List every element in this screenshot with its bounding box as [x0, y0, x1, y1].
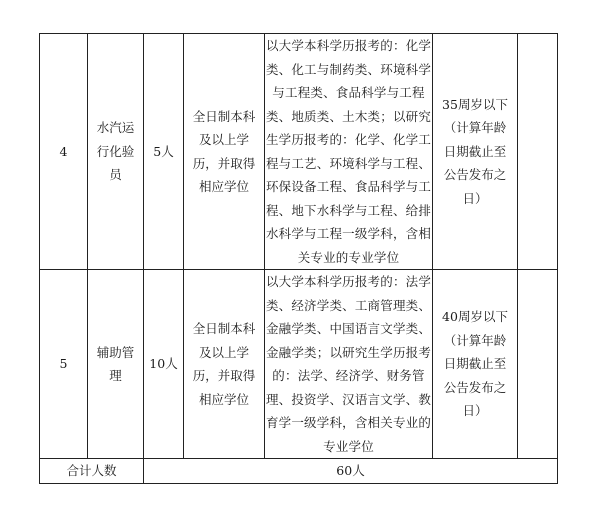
position-name: 水汽运 行化验 员 — [96, 120, 135, 183]
position-name: 辅助管 理 — [96, 344, 135, 383]
major-requirements: 以大学本科学历报考的：法学类、经济学类、工商管理类、金融学类、中国语言文学类、金融学类；以研究生学历报考的：法学、经济学、财务管理、投资学、汉语言文学、教育学一级学科，含相关专业的专业学位 — [265, 270, 433, 459]
age-requirement: 35周岁以下 （计算年龄 日期截止至 公告发布之 日） — [442, 96, 508, 206]
row-index: 5 — [40, 270, 88, 459]
row-index: 4 — [40, 34, 88, 270]
total-value: 60人 — [144, 459, 558, 484]
remark-cell — [518, 34, 558, 270]
age-requirement: 40周岁以下 （计算年龄 日期截止至 公告发布之 日） — [442, 309, 508, 419]
recruitment-table — [39, 33, 558, 484]
headcount: 10人 — [144, 270, 184, 459]
table-row — [40, 34, 558, 270]
education-requirement: 全日制本科 及以上学 历，并取得 相应学位 — [192, 108, 256, 194]
headcount: 5人 — [144, 34, 184, 270]
total-label: 合计人数 — [40, 459, 144, 484]
major-requirements: 以大学本科学历报考的：化学类、化工与制药类、环境科学与工程类、食品科学与工程类、地质类、土木类；以研究生学历报考的：化学、化学工程与工艺、环境科学与工程、环保设备工程、食品科学与工程、地下水科学与工程、给排水科学与工程一级学科，含相关专业的专业学位 — [265, 34, 433, 270]
table-row — [40, 270, 558, 459]
total-row — [40, 459, 558, 484]
education-requirement: 全日制本科 及以上学 历，并取得 相应学位 — [192, 321, 256, 407]
remark-cell — [518, 270, 558, 459]
